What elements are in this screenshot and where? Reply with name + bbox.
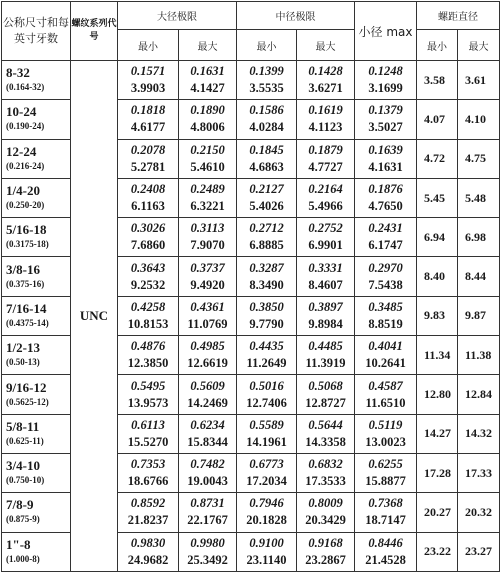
header-drill-max: 最大 (458, 30, 500, 61)
pitch-dia-min-cell (237, 61, 297, 100)
major-min-cell (118, 61, 179, 100)
value-mm: 15.5270 (127, 434, 169, 449)
major-max-cell (179, 257, 237, 296)
value-mm: 4.6177 (130, 120, 166, 135)
size-cell (2, 218, 71, 257)
size-cell (2, 453, 71, 492)
value-inch: 0.2712 (249, 221, 284, 236)
minor-max-cell (355, 336, 417, 375)
header-tap-drill: 螺距直径 (417, 2, 500, 30)
value-inch: 0.6773 (249, 457, 284, 472)
drill-max-cell: 17.33 (458, 453, 500, 492)
size-label: 3/8-16 (6, 261, 40, 277)
value-mm: 10.8153 (127, 316, 169, 331)
drill-min-cell: 6.94 (417, 218, 458, 257)
drill-max-cell: 4.75 (458, 139, 500, 178)
size-decimal: (0.164-32) (6, 82, 45, 93)
major-min-cell (118, 139, 179, 178)
minor-max-cell (355, 414, 417, 453)
value-inch: 0.9168 (308, 535, 343, 550)
size-label: 1"-8 (6, 536, 31, 552)
value-mm: 5.4966 (308, 199, 343, 214)
size-cell (2, 532, 71, 571)
value-inch: 0.3643 (130, 260, 166, 275)
value-mm: 3.5027 (368, 120, 403, 135)
value-inch: 0.7353 (130, 457, 166, 472)
drill-max-cell: 11.38 (458, 336, 500, 375)
size-label: 7/8-9 (6, 497, 34, 513)
drill-max-cell: 12.84 (458, 375, 500, 414)
value-mm: 9.4920 (190, 277, 225, 292)
value-inch: 0.5016 (249, 378, 284, 393)
pitch-dia-max-cell (297, 100, 355, 139)
drill-min-cell: 23.22 (417, 532, 458, 571)
pitch-dia-min-cell (237, 336, 297, 375)
value-mm: 5.4026 (249, 199, 284, 214)
value-mm: 4.0284 (249, 120, 284, 135)
minor-max-cell (355, 375, 417, 414)
value-mm: 8.3490 (249, 277, 284, 292)
drill-min-cell: 11.34 (417, 336, 458, 375)
value-inch: 0.1399 (249, 64, 284, 79)
size-decimal: (0.5625-12) (6, 396, 49, 407)
minor-max-cell (355, 100, 417, 139)
size-decimal: (0.3175-18) (6, 239, 49, 250)
value-mm: 7.6860 (130, 238, 166, 253)
value-mm: 3.6271 (308, 81, 343, 96)
value-inch: 0.3331 (308, 260, 343, 275)
drill-max-cell: 23.27 (458, 532, 500, 571)
header-minor: 小径 max (355, 2, 417, 61)
size-decimal: (0.375-16) (6, 278, 45, 289)
major-max-cell (179, 414, 237, 453)
value-inch: 0.4041 (368, 339, 403, 354)
pitch-dia-max-cell (297, 453, 355, 492)
minor-max-cell (355, 257, 417, 296)
minor-max-cell (355, 218, 417, 257)
value-mm: 18.6766 (127, 474, 169, 489)
value-inch: 0.1619 (308, 103, 343, 118)
drill-max-cell: 8.44 (458, 257, 500, 296)
value-mm: 6.3221 (190, 199, 225, 214)
major-min-cell (118, 100, 179, 139)
series-code: UNC (71, 61, 118, 572)
value-mm: 4.8006 (190, 120, 225, 135)
value-mm: 18.7147 (365, 513, 406, 528)
value-inch: 0.8731 (190, 496, 225, 511)
value-inch: 0.2489 (190, 182, 225, 197)
size-label: 8-32 (6, 65, 30, 81)
size-label: 1/4-20 (6, 183, 40, 199)
value-mm: 4.1123 (308, 120, 343, 135)
value-inch: 0.4985 (190, 339, 225, 354)
value-mm: 8.8519 (368, 316, 403, 331)
value-mm: 11.6510 (365, 395, 406, 410)
value-inch: 0.5589 (249, 417, 284, 432)
size-cell (2, 61, 71, 100)
value-inch: 0.2127 (249, 182, 284, 197)
pitch-dia-min-cell (237, 296, 297, 335)
value-inch: 0.1879 (308, 142, 343, 157)
header-major-max: 最大 (179, 30, 237, 61)
value-mm: 5.2781 (130, 159, 166, 174)
value-inch: 0.9100 (249, 535, 284, 550)
drill-min-cell: 4.72 (417, 139, 458, 178)
major-max-cell (179, 296, 237, 335)
value-mm: 4.1631 (368, 159, 403, 174)
value-mm: 24.9682 (127, 552, 169, 567)
value-inch: 0.1890 (190, 103, 225, 118)
header-drill-min: 最小 (417, 30, 458, 61)
value-mm: 15.8877 (365, 474, 406, 489)
value-inch: 0.5068 (308, 378, 343, 393)
value-inch: 0.9980 (190, 535, 225, 550)
drill-min-cell: 4.07 (417, 100, 458, 139)
pitch-dia-min-cell (237, 178, 297, 217)
value-mm: 12.7406 (246, 395, 287, 410)
value-inch: 0.2150 (190, 142, 225, 157)
value-mm: 15.8344 (187, 434, 228, 449)
value-inch: 0.6234 (190, 417, 225, 432)
value-mm: 6.1747 (368, 238, 403, 253)
value-inch: 0.1428 (308, 64, 343, 79)
pitch-dia-max-cell (297, 139, 355, 178)
major-max-cell (179, 218, 237, 257)
size-decimal: (0.250-20) (6, 200, 45, 211)
value-inch: 0.5495 (130, 378, 166, 393)
header-pd-max: 最大 (297, 30, 355, 61)
value-inch: 0.4876 (130, 339, 166, 354)
value-mm: 23.2867 (305, 552, 346, 567)
size-cell (2, 178, 71, 217)
value-mm: 12.6619 (187, 356, 228, 371)
pitch-dia-max-cell (297, 493, 355, 532)
value-inch: 0.7946 (249, 496, 284, 511)
value-inch: 0.1571 (130, 64, 166, 79)
value-mm: 17.2034 (246, 474, 287, 489)
value-mm: 22.1767 (187, 513, 228, 528)
size-cell (2, 493, 71, 532)
size-decimal: (0.50-13) (6, 357, 40, 368)
major-min-cell (118, 414, 179, 453)
pitch-dia-max-cell (297, 375, 355, 414)
pitch-dia-min-cell (237, 218, 297, 257)
value-inch: 0.3850 (249, 299, 284, 314)
minor-max-cell (355, 532, 417, 571)
major-max-cell (179, 375, 237, 414)
size-cell (2, 375, 71, 414)
value-mm: 21.8237 (127, 513, 169, 528)
drill-max-cell: 20.32 (458, 493, 500, 532)
drill-max-cell: 3.61 (458, 61, 500, 100)
value-mm: 23.1140 (246, 552, 287, 567)
value-inch: 0.4587 (368, 378, 403, 393)
value-inch: 0.8446 (368, 535, 403, 550)
drill-min-cell: 3.58 (417, 61, 458, 100)
value-mm: 9.8984 (308, 316, 343, 331)
major-max-cell (179, 178, 237, 217)
pitch-dia-min-cell (237, 375, 297, 414)
size-cell (2, 414, 71, 453)
header-pitch-dia: 中径极限 (237, 2, 355, 30)
size-cell (2, 100, 71, 139)
value-mm: 14.3358 (305, 434, 346, 449)
size-decimal: (0.625-11) (6, 435, 44, 446)
size-label: 5/16-18 (6, 222, 47, 238)
value-mm: 21.4528 (365, 552, 406, 567)
value-inch: 0.6113 (131, 417, 165, 432)
value-inch: 0.2970 (368, 260, 403, 275)
value-inch: 0.3113 (190, 221, 225, 236)
value-inch: 0.1876 (368, 182, 403, 197)
value-mm: 12.8727 (305, 395, 346, 410)
size-decimal: (0.750-10) (6, 475, 45, 486)
drill-min-cell: 8.40 (417, 257, 458, 296)
value-mm: 10.2641 (365, 356, 406, 371)
value-inch: 0.4258 (130, 299, 166, 314)
value-inch: 0.2408 (130, 182, 166, 197)
size-cell (2, 139, 71, 178)
value-inch: 0.3026 (130, 221, 166, 236)
size-cell (2, 336, 71, 375)
drill-min-cell: 9.83 (417, 296, 458, 335)
value-mm: 7.5438 (368, 277, 403, 292)
thread-spec-table (1, 1, 500, 572)
header-size: 公称尺寸和每英寸牙数 (2, 2, 71, 61)
minor-max-cell (355, 139, 417, 178)
major-max-cell (179, 532, 237, 571)
value-inch: 0.1845 (249, 142, 284, 157)
size-label: 9/16-12 (6, 379, 47, 395)
value-inch: 0.1631 (190, 64, 225, 79)
pitch-dia-max-cell (297, 257, 355, 296)
value-inch: 0.8592 (130, 496, 166, 511)
value-mm: 13.0023 (365, 434, 406, 449)
value-mm: 6.9901 (308, 238, 343, 253)
major-max-cell (179, 336, 237, 375)
value-inch: 0.3485 (368, 299, 403, 314)
size-label: 5/8-11 (6, 418, 40, 434)
value-mm: 11.2649 (246, 356, 287, 371)
value-inch: 0.4361 (190, 299, 225, 314)
drill-min-cell: 5.45 (417, 178, 458, 217)
size-label: 10-24 (6, 104, 37, 120)
table-body (2, 61, 500, 572)
size-cell (2, 257, 71, 296)
value-inch: 0.1586 (249, 103, 284, 118)
value-inch: 0.1379 (368, 103, 403, 118)
value-mm: 6.8885 (249, 238, 284, 253)
minor-max-cell (355, 493, 417, 532)
value-inch: 0.2431 (368, 221, 403, 236)
value-inch: 0.7482 (190, 457, 225, 472)
value-mm: 5.4610 (190, 159, 225, 174)
size-decimal: (1.000-8) (6, 553, 40, 564)
pitch-dia-max-cell (297, 61, 355, 100)
major-max-cell (179, 493, 237, 532)
value-inch: 0.1248 (368, 64, 403, 79)
pitch-dia-min-cell (237, 493, 297, 532)
header-major-min: 最小 (118, 30, 179, 61)
value-mm: 11.0769 (187, 316, 228, 331)
major-min-cell (118, 453, 179, 492)
value-mm: 14.2469 (187, 395, 228, 410)
value-inch: 0.2078 (130, 142, 166, 157)
value-inch: 0.9830 (130, 535, 166, 550)
drill-max-cell: 6.98 (458, 218, 500, 257)
value-mm: 4.7727 (308, 159, 343, 174)
size-label: 1/2-13 (6, 340, 40, 356)
value-inch: 0.3737 (190, 260, 225, 275)
value-inch: 0.8009 (308, 496, 343, 511)
value-inch: 0.6832 (308, 457, 343, 472)
value-mm: 20.1828 (246, 513, 287, 528)
minor-max-cell (355, 61, 417, 100)
table-row (2, 61, 500, 100)
drill-min-cell: 14.27 (417, 414, 458, 453)
major-min-cell (118, 218, 179, 257)
drill-max-cell: 9.87 (458, 296, 500, 335)
value-inch: 0.2164 (308, 182, 343, 197)
major-min-cell (118, 532, 179, 571)
value-mm: 9.2532 (130, 277, 166, 292)
pitch-dia-max-cell (297, 336, 355, 375)
pitch-dia-min-cell (237, 257, 297, 296)
major-min-cell (118, 178, 179, 217)
major-max-cell (179, 453, 237, 492)
minor-max-cell (355, 453, 417, 492)
value-mm: 7.9070 (190, 238, 225, 253)
value-inch: 0.3897 (308, 299, 343, 314)
value-mm: 4.1427 (190, 81, 225, 96)
value-mm: 4.6863 (249, 159, 284, 174)
minor-max-cell (355, 296, 417, 335)
major-min-cell (118, 296, 179, 335)
value-mm: 8.4607 (308, 277, 343, 292)
value-mm: 4.7650 (368, 199, 403, 214)
value-inch: 0.4485 (308, 339, 343, 354)
value-inch: 0.4435 (249, 339, 284, 354)
size-decimal: (0.190-24) (6, 121, 45, 132)
value-mm: 14.1961 (246, 434, 287, 449)
pitch-dia-min-cell (237, 532, 297, 571)
value-mm: 3.1699 (368, 81, 403, 96)
size-cell (2, 296, 71, 335)
header-pd-min: 最小 (237, 30, 297, 61)
drill-max-cell: 14.32 (458, 414, 500, 453)
pitch-dia-max-cell (297, 178, 355, 217)
value-inch: 0.5119 (368, 417, 403, 432)
drill-max-cell: 4.10 (458, 100, 500, 139)
value-inch: 0.5644 (308, 417, 343, 432)
major-min-cell (118, 336, 179, 375)
size-label: 12-24 (6, 143, 37, 159)
value-mm: 3.9903 (130, 81, 166, 96)
value-mm: 13.9573 (127, 395, 169, 410)
value-inch: 0.7368 (368, 496, 403, 511)
major-min-cell (118, 257, 179, 296)
value-mm: 17.3533 (305, 474, 346, 489)
pitch-dia-min-cell (237, 139, 297, 178)
value-inch: 0.6255 (368, 457, 403, 472)
major-max-cell (179, 139, 237, 178)
value-mm: 9.7790 (249, 316, 284, 331)
drill-min-cell: 17.28 (417, 453, 458, 492)
size-decimal: (0.875-9) (6, 514, 40, 525)
major-min-cell (118, 375, 179, 414)
major-max-cell (179, 100, 237, 139)
value-mm: 19.0043 (187, 474, 228, 489)
drill-min-cell: 12.80 (417, 375, 458, 414)
size-decimal: (0.216-24) (6, 160, 45, 171)
value-inch: 0.5609 (190, 378, 225, 393)
pitch-dia-min-cell (237, 453, 297, 492)
value-mm: 3.5535 (249, 81, 284, 96)
drill-max-cell: 5.48 (458, 178, 500, 217)
pitch-dia-min-cell (237, 414, 297, 453)
pitch-dia-max-cell (297, 414, 355, 453)
value-inch: 0.1639 (368, 142, 403, 157)
major-max-cell (179, 61, 237, 100)
header-major: 大径极限 (118, 2, 237, 30)
value-mm: 6.1163 (131, 199, 165, 214)
value-mm: 12.3850 (127, 356, 169, 371)
pitch-dia-max-cell (297, 218, 355, 257)
pitch-dia-max-cell (297, 532, 355, 571)
size-label: 3/4-10 (6, 458, 40, 474)
major-min-cell (118, 493, 179, 532)
value-inch: 0.2752 (308, 221, 343, 236)
drill-min-cell: 20.27 (417, 493, 458, 532)
minor-max-cell (355, 178, 417, 217)
value-mm: 11.3919 (305, 356, 346, 371)
size-decimal: (0.4375-14) (6, 317, 49, 328)
pitch-dia-min-cell (237, 100, 297, 139)
value-mm: 25.3492 (187, 552, 228, 567)
size-label: 7/16-14 (6, 300, 47, 316)
header-series: 螺纹系列代号 (71, 2, 118, 61)
value-inch: 0.1818 (130, 103, 166, 118)
value-mm: 20.3429 (305, 513, 346, 528)
pitch-dia-max-cell (297, 296, 355, 335)
value-inch: 0.3287 (249, 260, 284, 275)
